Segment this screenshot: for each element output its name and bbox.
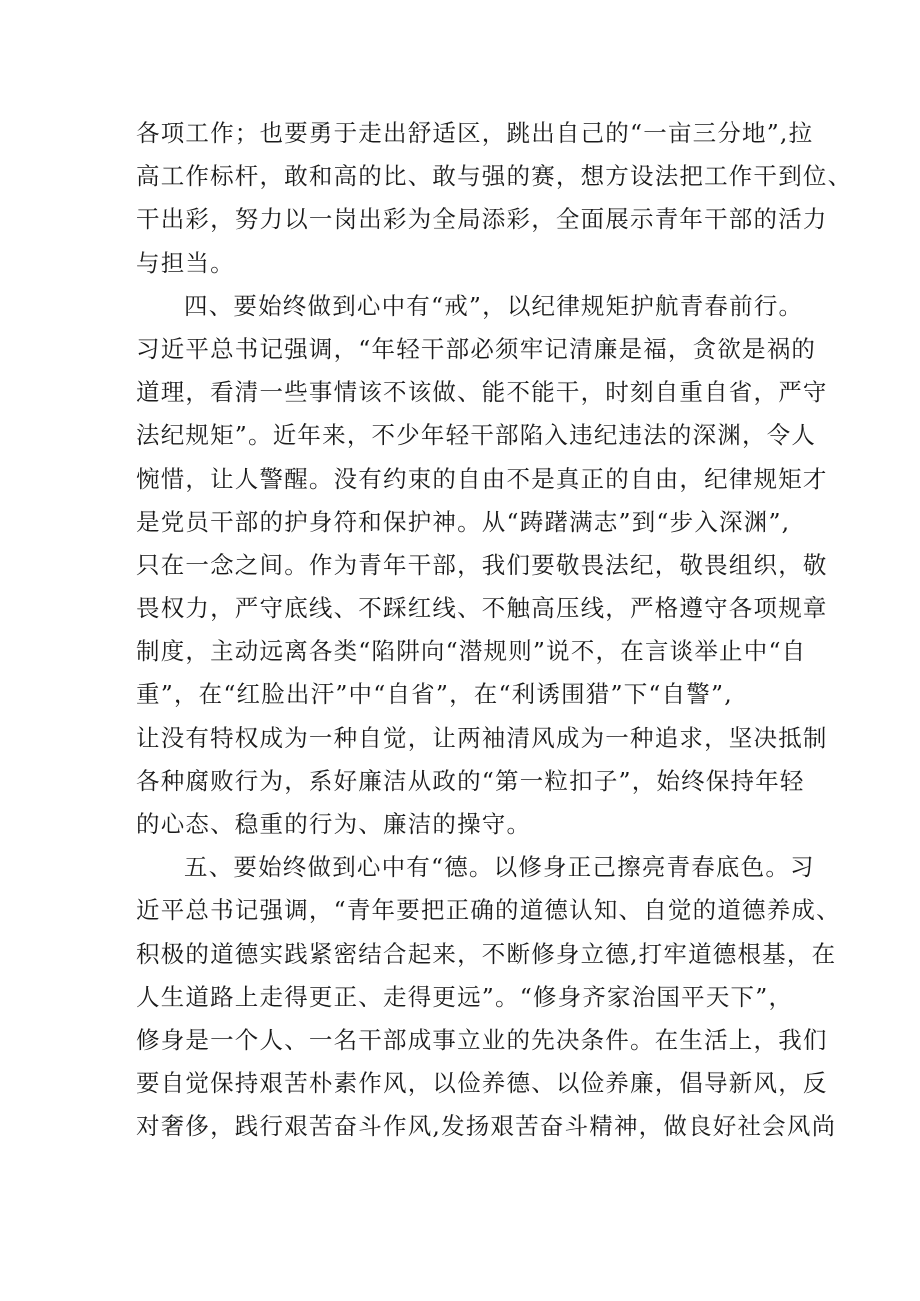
text-line: 干出彩，努力以一岗出彩为全局添彩，全面展示青年干部的活力	[136, 205, 828, 234]
text-line: 人生道路上走得更正、走得更远”。“修身齐家治国平天下”，	[136, 982, 794, 1011]
text-line: 让没有特权成为一种自觉，让两袖清风成为一种追求，坚决抵制	[136, 723, 828, 752]
section-heading-line: 五、要始终做到心中有“德。以修身正己擦亮青春底色。习	[184, 853, 815, 882]
text-line: 积极的道德实践紧密结合起来，不断修身立德,打牢道德根基，在	[136, 939, 837, 968]
text-line: 对奢侈，践行艰苦奋斗作风,发扬艰苦奋斗精神，做良好社会风尚	[136, 1112, 837, 1141]
text-line: 畏权力，严守底线、不踩红线、不触高压线，严格遵守各项规章	[136, 594, 828, 623]
text-line: 要自觉保持艰苦朴素作风，以俭养德、以俭养廉，倡导新风，反	[136, 1069, 828, 1098]
document-page	[136, 112, 853, 1149]
text-line: 惋惜，让人警醒。没有约束的自由不是真正的自由，纪律规矩才	[136, 464, 828, 493]
text-line: 与担当。	[136, 248, 235, 277]
text-line: 只在一念之间。作为青年干部，我们要敬畏法纪，敬畏组织，敬	[136, 550, 828, 579]
text-line: 道理，看清一些事情该不该做、能不能干，时刻自重自省，严守	[136, 378, 828, 407]
text-line: 各种腐败行为，系好廉洁从政的“第一粒扣子”，始终保持年轻	[136, 766, 805, 795]
text-line: 习近平总书记强调，“年轻干部必须牢记清廉是福，贪欲是祸的	[136, 334, 817, 363]
text-line: 是党员干部的护身符和保护神。从“踌躇满志”到“步入深渊”,	[136, 507, 791, 536]
text-line: 的心态、稳重的行为、廉洁的操守。	[136, 810, 532, 838]
text-line: 法纪规矩”。近年来，不少年轻干部陷入违纪违法的深渊，令人	[136, 421, 817, 450]
text-line: 制度，主动远离各类“陷阱向“潜规则”说不，在言谈举止中“自	[136, 637, 807, 666]
section-heading-line: 四、要始终做到心中有“戒”，以纪律规矩护航青春前行。	[184, 291, 804, 320]
text-line: 高工作标杆，敢和高的比、敢与强的赛，想方设法把工作干到位、	[136, 162, 853, 191]
text-line: 修身是一个人、一名干部成事立业的先决条件。在生活上，我们	[136, 1025, 828, 1054]
paragraph-section-five	[136, 846, 841, 1148]
paragraph-work-standards	[136, 112, 853, 285]
paragraph-section-four	[136, 285, 828, 846]
text-line: 各项工作；也要勇于走出舒适区，跳出自己的“一亩三分地”,拉	[136, 119, 814, 147]
text-line: 近平总书记强调，“青年要把正确的道德认知、自觉的道德养成、	[136, 896, 841, 925]
text-line: 重”，在“红脸出汗”中“自省”，在“利诱围猎”下“自警”,	[136, 680, 733, 709]
